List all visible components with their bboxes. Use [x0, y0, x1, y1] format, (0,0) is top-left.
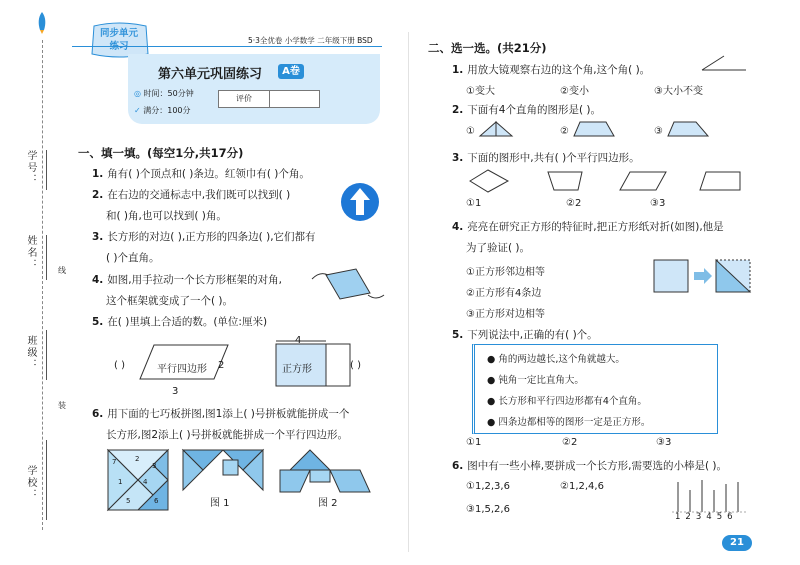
square-top: 4 [295, 335, 302, 346]
s2-q4-opt[interactable]: ①正方形邻边相等 [466, 267, 545, 278]
statement-item: ● 钝角一定比直角大。 [487, 375, 584, 386]
s2-q1-text: 用放大镜观察右边的这个角,这个角( )。 [467, 64, 651, 76]
s1-q2-cont: 和( )角,也可以找到( )角。 [106, 210, 227, 222]
s2-q3-text: 下面的图形中,共有( )个平行四边形。 [467, 152, 640, 164]
tangram-num: 3 [152, 462, 157, 470]
statement-text: 长方形和平行四边形都有4个直角。 [498, 396, 647, 407]
tangram-num: 1 [118, 478, 123, 486]
statement-text: 钝角一定比直角大。 [498, 375, 584, 386]
s2-q5-text: 下列说法中,正确的有( )个。 [467, 329, 598, 341]
full-score [134, 105, 191, 116]
s2-q1-opt[interactable]: ①变大 [466, 86, 495, 97]
series-title: 5·3全优卷 小学数学 二年级下册 BSD [248, 36, 373, 45]
statement-text: 角的两边越长,这个角就越大。 [498, 354, 625, 365]
s2-q3-opt[interactable]: ①1 [466, 198, 482, 209]
time-limit [134, 88, 194, 99]
statement-item: ● 角的两边越长,这个角就越大。 [487, 354, 625, 365]
s2-q3-opt[interactable]: ③3 [650, 198, 666, 209]
s2-q6-opt[interactable]: ①1,2,3,6 [466, 481, 510, 492]
figure-2-caption: 图 2 [318, 498, 338, 509]
s1-q4-cont: 这个框架就变成了一个( )。 [106, 295, 234, 307]
class-field[interactable] [46, 330, 47, 380]
s1-q6: 6. 用下面的七巧板拼图,图1添上( )号拼板就能拼成一个 [92, 408, 350, 420]
s2-q2-opt[interactable]: ① [466, 126, 475, 137]
stick-number: 6 [727, 512, 738, 522]
angle-figure [702, 56, 748, 72]
tangram-num: 5 [126, 497, 131, 505]
header-rule [72, 46, 382, 47]
s1-q1-text: 角有( )个顶点和( )条边。红领巾有( )个角。 [107, 168, 310, 180]
s2-q4-opt[interactable]: ②正方形有4条边 [466, 288, 542, 299]
s2-q2: 2. 下面有4个直角的图形是( )。 [452, 104, 602, 116]
figure-1-caption: 图 1 [210, 498, 230, 509]
s1-q3-text: 长方形的对边( ),正方形的四条边( ),它们都有 [107, 231, 316, 243]
s2-q2-opt[interactable]: ② [560, 126, 569, 137]
s2-q3: 3. 下面的图形中,共有( )个平行四边形。 [452, 152, 640, 164]
time-text: 时间：50分钟 [143, 89, 194, 98]
section1-title: 一、填一填。(每空1分,共17分) [78, 146, 244, 160]
square-label: 正方形 [282, 364, 312, 375]
page-gutter [408, 32, 409, 552]
eval-label: 评价 [219, 91, 270, 107]
s1-q2: 2. 在右边的交通标志中,我们既可以找到( ) [92, 189, 291, 201]
tangram-num: 7 [112, 458, 117, 466]
unit-badge [88, 22, 150, 58]
page-number: 21 [730, 537, 744, 548]
check-icon: ✓ [134, 106, 144, 115]
stick-number: 3 [695, 512, 707, 522]
square-fold-figure [654, 260, 754, 294]
clock-icon: ◎ [134, 89, 144, 98]
stick-number: 2 [685, 512, 696, 522]
s1-q6-text: 用下面的七巧板拼图,图1添上( )号拼板就能拼成一个 [107, 408, 350, 420]
statements-box [472, 344, 718, 434]
para-label: 平行四边形 [157, 364, 207, 375]
s2-q4-opt[interactable]: ③正方形对边相等 [466, 309, 545, 320]
binding-mark: 装 [58, 401, 66, 410]
s1-q5-text: 在( )里填上合适的数。(单位:厘米) [107, 316, 268, 328]
s2-q6-text: 图中有一些小棒,要拼成一个长方形,需要选的小棒是( )。 [467, 460, 728, 472]
name-label: 姓名： [25, 235, 36, 271]
statement-item: ● 长方形和平行四边形都有4个直角。 [487, 396, 647, 407]
tangram-num: 4 [143, 478, 148, 486]
tangram-num: 6 [154, 497, 159, 505]
s1-q1: 1. 角有( )个顶点和( )条边。红领巾有( )个角。 [92, 168, 310, 180]
s1-q3-cont: ( )个直角。 [106, 252, 160, 264]
s1-q4: 4. 如图,用手拉动一个长方形框架的对角, [92, 274, 282, 286]
name-field[interactable] [46, 235, 47, 280]
badge-text: 同步单元 [99, 28, 138, 39]
page-title: 第六单元巩固练习 [158, 67, 263, 82]
s2-q5: 5. 下列说法中,正确的有( )个。 [452, 329, 598, 341]
tangram-figure-1 [183, 450, 263, 495]
s2-q6: 6. 图中有一些小棒,要拼成一个长方形,需要选的小棒是( )。 [452, 460, 728, 472]
para-bottom: 3 [172, 386, 179, 397]
rocket-icon [37, 12, 47, 34]
variant-badge: A卷 [278, 64, 304, 79]
s1-q4-text: 如图,用手拉动一个长方形框架的对角, [107, 274, 282, 286]
eval-box[interactable] [218, 90, 320, 108]
s2-q6-opt[interactable]: ③1,5,2,6 [466, 504, 510, 515]
statement-text: 四条边都相等的图形一定是正方形。 [498, 417, 651, 428]
frame-hands-illustration [312, 265, 384, 305]
traffic-sign-arrow-icon [340, 182, 380, 222]
s2-q5-opt[interactable]: ①1 [466, 437, 482, 448]
school-field[interactable] [46, 440, 47, 520]
binding-dashed-line [42, 40, 43, 530]
shapes-row-figure [470, 168, 770, 194]
section2-title: 二、选一选。(共21分) [428, 41, 547, 55]
s2-q6-opt[interactable]: ②1,2,4,6 [560, 481, 604, 492]
s2-q2-opt[interactable]: ③ [654, 126, 663, 137]
s2-q5-opt[interactable]: ②2 [562, 437, 578, 448]
s1-q6-cont: 长方形,图2添上( )号拼板就能拼成一个平行四边形。 [106, 429, 349, 441]
para-side: 2 [218, 360, 225, 371]
s2-q2-text: 下面有4个直角的图形是( )。 [467, 104, 602, 116]
s2-q1-opt[interactable]: ②变小 [560, 86, 589, 97]
binding-mark: 线 [58, 266, 66, 275]
page-number-badge [722, 535, 752, 551]
tangram-figure-2 [280, 450, 370, 495]
stick-number: 1 [675, 512, 686, 522]
stick-number: 4 [706, 512, 717, 522]
s2-q4-cont: 为了验证( )。 [466, 242, 531, 254]
s2-q3-opt[interactable]: ②2 [566, 198, 582, 209]
class-label: 班级： [25, 335, 36, 371]
tangram-num: 2 [135, 455, 140, 463]
s1-q3: 3. 长方形的对边( ),正方形的四条边( ),它们都有 [92, 231, 316, 243]
student-id-field[interactable] [46, 150, 47, 190]
s2-q4: 4. 亮亮在研究正方形的特征时,把正方形纸对折(如图),他是 [452, 221, 724, 233]
triangles-figure [478, 120, 514, 138]
rect-figure [666, 120, 710, 138]
s1-q5: 5. 在( )里填上合适的数。(单位:厘米) [92, 316, 268, 328]
school-label: 学校： [25, 465, 36, 501]
s2-q1-opt[interactable]: ③大小不变 [654, 86, 703, 97]
s2-q4-text: 亮亮在研究正方形的特征时,把正方形纸对折(如图),他是 [467, 221, 724, 233]
s1-q2-text: 在右边的交通标志中,我们既可以找到( ) [107, 189, 291, 201]
s2-q1: 1. 用放大镜观察右边的这个角,这个角( )。 [452, 64, 651, 76]
statement-item: ● 四条边都相等的图形一定是正方形。 [487, 417, 651, 428]
score-text: 满分：100分 [143, 106, 191, 115]
para-left-blank[interactable]: ( ) [114, 360, 125, 371]
stick-number: 5 [716, 512, 728, 522]
s2-q5-opt[interactable]: ③3 [656, 437, 672, 448]
stick-numbers [675, 512, 738, 522]
student-id-label: 学号： [25, 150, 36, 186]
trapezoid-figure [572, 120, 616, 138]
square-right-blank[interactable]: ( ) [350, 360, 361, 371]
